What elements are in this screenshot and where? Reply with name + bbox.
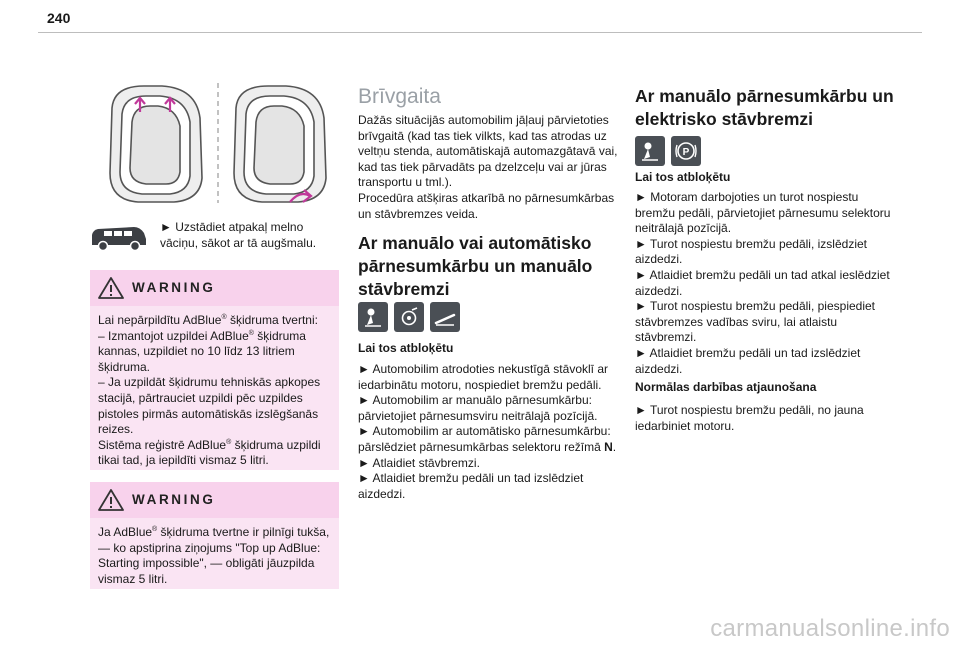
svg-text:P: P (682, 147, 690, 158)
handbrake-lever-icon (430, 302, 460, 332)
icon-row (635, 136, 701, 166)
gear-lever-icon (635, 136, 665, 166)
warning-text: Ja AdBlue® šķidruma tvertne ir pilnīgi tukša, — ko apstiprina ziņojums "Top up AdBlue: Starting impossible", — obligāti jāuzpilda vismaz 5 litri. (98, 525, 330, 586)
adblue-cap-illustration (104, 78, 332, 208)
icon-row (358, 302, 460, 332)
warning-box (90, 270, 339, 470)
steps-list: ► Turot nospiestu bremžu pedāli, no jauna iedarbiniet motoru. (635, 403, 864, 433)
steps-list: ► Automobilim atrodoties nekustīgā stāvoklī ar iedarbinātu motoru, nospiediet bremžu pedāli. ► Automobilim ar manuālo pārnesumkārbu: pārvietojiet pārnesumsviru neitrālajā pozīcijā. ► Automobilim ar automātisko pārnesumkārbu: pārslēdziet pārnesumkārbas selektoru režīmā N. ► Atlaidiet stāvbremzi. ► Atlaidiet bremžu pedāli un tad izslēdziet aizdedzi. (358, 362, 617, 501)
gear-lever-icon (358, 302, 388, 332)
intro-paragraph: Dažās situācijās automobilim jāļauj pārvietoties brīvgaitā (kad tas tiek vilkts, kad tas atrodas uz veltņu stenda, automātiskajā automazgātavā vai, kad tas tiek pārvadāts pa dzelzceļu vai ar jūras transportu u tml.). Procedūra atšķiras atkarībā no pārnesumkārbas un stāvbremzes veida. (358, 113, 618, 221)
subheading: Normālas darbības atjaunošana (635, 380, 817, 394)
warning-title: WARNING (132, 492, 216, 507)
subheading: Lai tos atbloķētu (358, 341, 454, 355)
watermark: carmanualsonline.info (710, 615, 950, 642)
warning-triangle-icon (98, 276, 124, 300)
warning-header (90, 270, 339, 306)
warning-title: WARNING (132, 280, 216, 295)
header-divider (38, 32, 922, 33)
subheading: Lai tos atbloķētu (635, 170, 731, 184)
section-heading: Brīvgaita (358, 85, 441, 108)
van-icon (90, 223, 148, 253)
warning-box (90, 482, 339, 589)
warning-triangle-icon (98, 488, 124, 512)
page-number: 240 (47, 10, 71, 26)
electric-parking-brake-icon (671, 136, 701, 166)
warning-text: Lai nepārpildītu AdBlue® šķidruma tvertni: – Izmantojot uzpildei AdBlue® šķidruma kannas, uzpildiet no 10 līdz 13 litriem šķidruma. – Ja uzpildāt šķidrumu tehniskās apkopes stacijā, pārtrauciet uzpildi pēc uzpildes pistoles pirmās automātiskās izslēgšanās reizes. Sistēma reģistrē AdBlue® šķidruma uzpildi tikai tad, ja iepildīti vismaz 5 litri. (98, 313, 321, 468)
subsection-heading: Ar manuālo vai automātisko pārnesumkārbu un manuālo stāvbremzi (358, 233, 593, 299)
automatic-gearbox-icon (394, 302, 424, 332)
warning-header (90, 482, 339, 518)
subsection-heading: Ar manuālo pārnesumkārbu un elektrisko stāvbremzi (635, 86, 894, 129)
steps-list: ► Motoram darbojoties un turot nospiestu bremžu pedāli, pārvietojiet pārnesumu selektoru neitrālajā pozīcijā. ► Turot nospiestu bremžu pedāli, izslēdziet aizdedzi. ► Atlaidiet bremžu pedāli un tad atkal ieslēdziet aizdedzi. ► Turot nospiestu bremžu pedāli, piespiediet stāvbremzes vadības sviru, lai atlaistu stāvbremzi. ► Atlaidiet bremžu pedāli un tad izslēdziet aizdedzi. (635, 190, 891, 376)
instruction-text: ► Uzstādiet atpakaļ melno vāciņu, sākot ar tā augšmalu. (160, 220, 317, 250)
